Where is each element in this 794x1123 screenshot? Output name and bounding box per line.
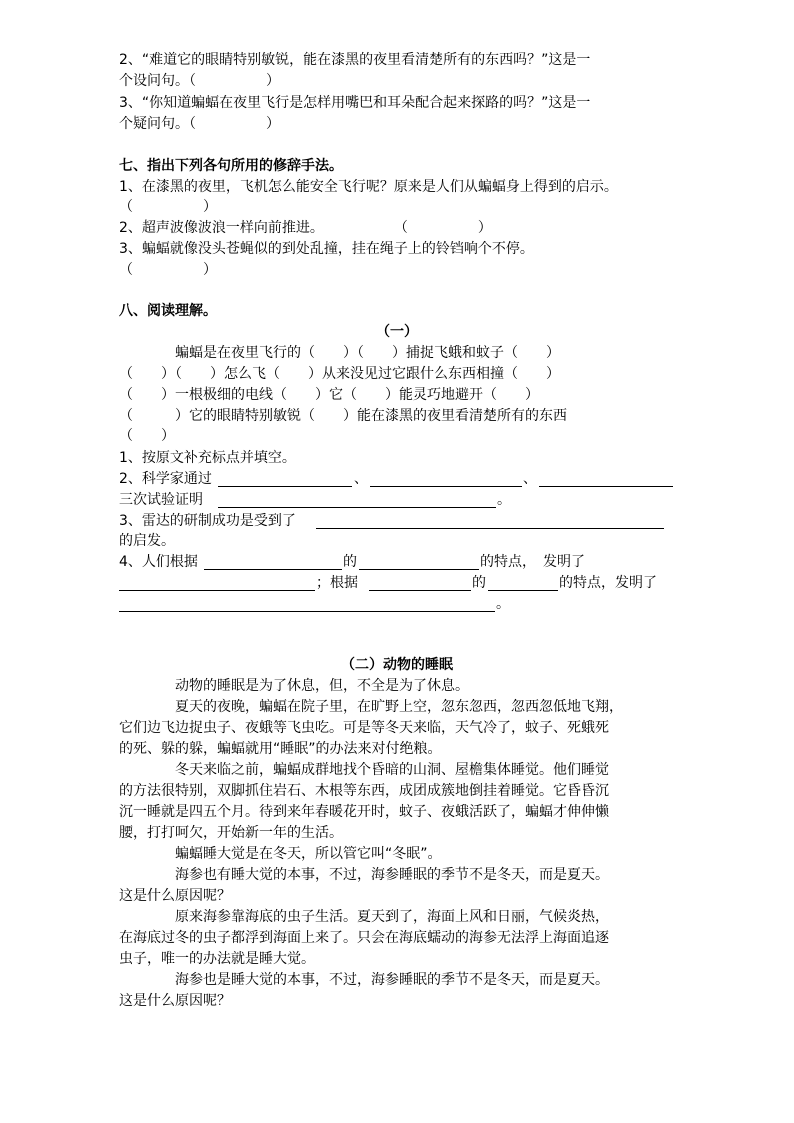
- question-8-4-mid: ；根据: [316, 575, 358, 591]
- question-7-3-line1: 3、蝙蝠就像没头苍蝇似的到处乱撞，挂在绳子上的铃铛响个不停。: [119, 241, 534, 257]
- question-8-1: 1、按原文补充标点并填空。: [119, 450, 296, 466]
- answer-blank-2b[interactable]: [370, 486, 522, 487]
- passage-1-line3: （ ）一根极细的电线（ ）它（ ）能灵巧地避开（ ）: [119, 387, 539, 403]
- part-1-heading: （一）: [376, 324, 418, 340]
- question-7-2: 2、超声波像波浪一样向前推进。 （ ）: [119, 220, 492, 236]
- question-6-3-line1: 3、“你知道蝙蝠在夜里飞行是怎样用嘴巴和耳朵配合起来探路的吗？”这是一: [119, 95, 591, 111]
- question-6-2-line2: 个设问句。（ ）: [119, 73, 280, 89]
- passage-2-line2: 夏天的夜晚，蝙蝠在院子里，在旷野上空，忽东忽西，忽西忽低地飞翔，: [175, 699, 623, 715]
- question-8-2-sep1: 、: [354, 471, 368, 487]
- passage-2-line10: 海参也有睡大觉的本事，不过，海参睡眠的季节不是冬天，而是夏天。: [175, 867, 609, 883]
- passage-2-line12: 原来海参靠海底的虫子生活。夏天到了，海面上风和日丽，气候炎热，: [175, 909, 609, 925]
- passage-2-line14: 虫子，唯一的办法就是睡大觉。: [119, 951, 315, 967]
- question-8-2-prefix: 2、科学家通过: [119, 471, 212, 487]
- answer-blank-4e[interactable]: [488, 590, 558, 591]
- passage-2-line7: 沉一睡就是四五个月。待到来年春暖花开时，蚊子、夜蛾活跃了，蝙蝠才伸伸懒: [119, 804, 609, 820]
- passage-2-line3: 它们边飞边捉虫子、夜蛾等飞虫吃。可是等冬天来临，天气冷了，蚊子、死蛾死: [119, 720, 609, 736]
- passage-2-line13: 在海底过冬的虫子都浮到海面上来了。只会在海底蠕动的海参无法浮上海面追逐: [119, 930, 609, 946]
- question-8-4-de: 的: [343, 554, 357, 570]
- question-8-4-end: 。: [496, 596, 510, 612]
- answer-blank-2a[interactable]: [218, 486, 352, 487]
- passage-2-line9: 蝙蝠睡大觉是在冬天，所以管它叫“冬眠”。: [175, 846, 442, 862]
- question-7-1-line1: 1、在漆黑的夜里，飞机怎么能安全飞行呢？原来是人们从蝙蝠身上得到的启示。: [119, 179, 618, 195]
- passage-1-line5: （ ）: [119, 428, 175, 444]
- section-7-title: 七、指出下列各句所用的修辞手法。: [119, 158, 343, 174]
- passage-2-line6: 的方法很特别，双脚抓住岩石、木根等东西，成团成簇地倒挂着睡觉。它昏昏沉: [119, 783, 609, 799]
- question-8-4-feature2: 的特点，发明了: [559, 575, 657, 591]
- question-8-2-sep2: 、: [523, 471, 537, 487]
- question-8-4-de2: 的: [472, 575, 486, 591]
- passage-2-line4: 的死、躲的躲，蝙蝠就用“睡眠”的办法来对付绝粮。: [119, 741, 442, 757]
- question-8-4-feature: 的特点， 发明了: [480, 554, 585, 570]
- section-8-title: 八、阅读理解。: [119, 303, 217, 319]
- question-8-2-suffix: 三次试验证明: [119, 492, 203, 508]
- answer-blank-4b[interactable]: [359, 569, 479, 570]
- question-6-2-line1: 2、“难道它的眼睛特别敏锐，能在漆黑的夜里看清楚所有的东西吗？”这是一: [119, 52, 591, 68]
- question-8-3-suffix: 的启发。: [119, 533, 175, 549]
- question-7-1-line2: （ ）: [119, 199, 217, 215]
- question-8-2-end: 。: [497, 492, 511, 508]
- passage-1-line2: （ ）（ ）怎么飞（ ）从来没见过它跟什么东西相撞（ ）: [119, 366, 560, 382]
- question-6-3-line2: 个疑问句。（ ）: [119, 116, 280, 132]
- part-2-heading: （二）动物的睡眠: [341, 657, 453, 673]
- answer-blank-2d[interactable]: [218, 507, 496, 508]
- passage-2-line15: 海参也是睡大觉的本事，不过，海参睡眠的季节不是冬天，而是夏天。: [175, 972, 609, 988]
- question-8-3-prefix: 3、雷达的研制成功是受到了: [119, 513, 296, 529]
- answer-blank-3[interactable]: [316, 528, 664, 529]
- passage-2-line5: 冬天来临之前，蝙蝠成群地找个昏暗的山洞、屋檐集体睡觉。他们睡觉: [175, 762, 609, 778]
- answer-blank-4a[interactable]: [204, 569, 342, 570]
- question-8-4-prefix: 4、人们根据: [119, 554, 198, 570]
- passage-2-line8: 腰，打打呵欠，开始新一年的生活。: [119, 825, 343, 841]
- answer-blank-2c[interactable]: [539, 486, 673, 487]
- passage-2-line1: 动物的睡眠是为了休息，但，不全是为了休息。: [175, 678, 469, 694]
- answer-blank-4c[interactable]: [119, 590, 315, 591]
- passage-1-line1: 蝙蝠是在夜里飞行的（ ）（ ）捕捉飞蛾和蚊子（ ）: [175, 345, 560, 361]
- passage-1-line4: （ ）它的眼睛特别敏锐（ ）能在漆黑的夜里看清楚所有的东西: [119, 408, 567, 424]
- answer-blank-4f[interactable]: [119, 611, 495, 612]
- passage-2-line11: 这是什么原因呢？: [119, 888, 231, 904]
- question-7-3-line2: （ ）: [119, 262, 217, 278]
- answer-blank-4d[interactable]: [369, 590, 471, 591]
- passage-2-line16: 这是什么原因呢？: [119, 993, 231, 1009]
